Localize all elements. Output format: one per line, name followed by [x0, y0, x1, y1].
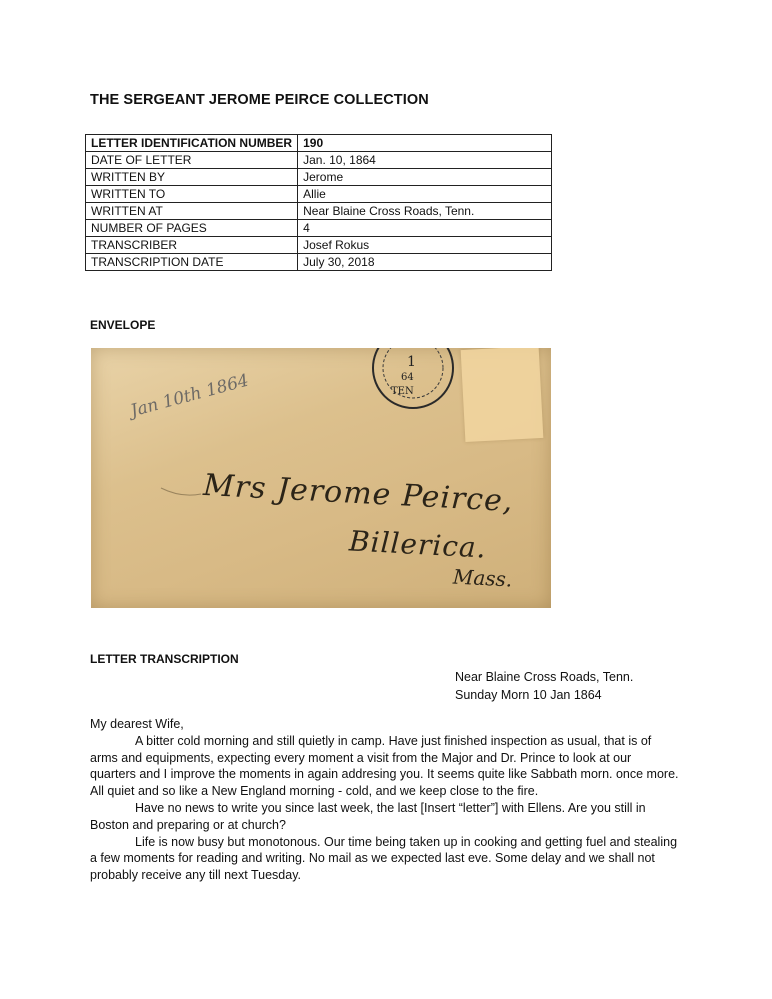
envelope-address-state: Mass. [452, 564, 513, 592]
row-label: WRITTEN TO [86, 186, 298, 203]
envelope-address-town: Billerica. [348, 524, 488, 565]
row-label: TRANSCRIPTION DATE [86, 254, 298, 271]
row-value: Allie [298, 186, 552, 203]
letter-heading [455, 668, 633, 704]
envelope-address-name: Mrs Jerome Peirce, [202, 467, 515, 520]
row-value: 190 [298, 135, 552, 152]
letter-body [90, 716, 680, 884]
collection-title: THE SERGEANT JEROME PEIRCE COLLECTION [90, 92, 429, 108]
letter-place: Near Blaine Cross Roads, Tenn. [455, 670, 634, 684]
svg-text:TEN: TEN [391, 386, 414, 397]
letter-paragraph: Life is now busy but monotonous. Our time being taken up in cooking and getting fuel and stealing a few moments for reading and writing. No mail as we expected last eve. Some delay and we shall not probably receive any till next Tuesday. [90, 834, 678, 883]
row-value: July 30, 2018 [298, 254, 552, 271]
row-value: Jan. 10, 1864 [298, 152, 552, 169]
row-label: LETTER IDENTIFICATION NUMBER [86, 135, 298, 152]
pencil-annotation: Jan 10th 1864 [128, 370, 251, 422]
letter-paragraph: A bitter cold morning and still quietly in camp. Have just finished inspection as usual, that is of arms and equipments, expecting every moment a visit from the Major and Dr. Prince to look at our quarters and I improve the moments in again addresing you. It seems quite like Sabbath morn. once more. All quiet and so like a New England morning - cold, and we keep close to the fire. [90, 733, 679, 799]
row-value: Jerome [298, 169, 552, 186]
svg-text:64: 64 [401, 372, 414, 383]
table-row [86, 237, 552, 254]
row-value: Josef Rokus [298, 237, 552, 254]
table-row [86, 203, 552, 220]
table-row [86, 152, 552, 169]
row-label: TRANSCRIBER [86, 237, 298, 254]
transcription-heading: LETTER TRANSCRIPTION [90, 652, 239, 666]
row-value: 4 [298, 220, 552, 237]
row-label: WRITTEN AT [86, 203, 298, 220]
letter-salutation: My dearest Wife, [90, 717, 184, 731]
row-label: WRITTEN BY [86, 169, 298, 186]
table-row [86, 169, 552, 186]
row-label: NUMBER OF PAGES [86, 220, 298, 237]
svg-text:1: 1 [407, 354, 416, 370]
envelope-heading: ENVELOPE [90, 318, 156, 332]
letter-date: Sunday Morn 10 Jan 1864 [455, 688, 602, 702]
table-row [86, 135, 552, 152]
letter-paragraph: Have no news to write you since last week, the last [Insert “letter”] with Ellens. Are you still in Boston and preparing or at church? [90, 800, 646, 832]
letter-info-table [85, 134, 552, 271]
row-label: DATE OF LETTER [86, 152, 298, 169]
table-row [86, 186, 552, 203]
envelope-image [91, 348, 551, 608]
table-row [86, 220, 552, 237]
row-value: Near Blaine Cross Roads, Tenn. [298, 203, 552, 220]
table-row [86, 254, 552, 271]
